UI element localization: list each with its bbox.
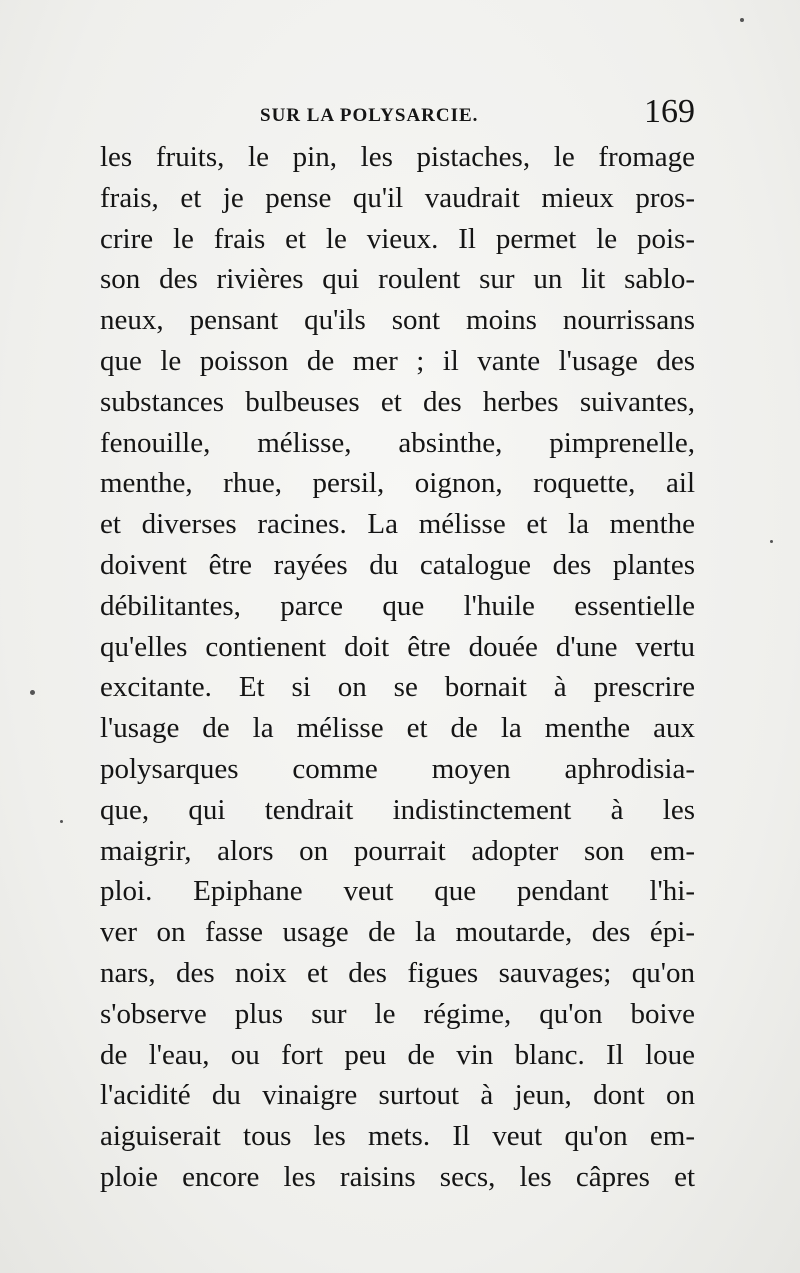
body-text xyxy=(100,137,695,1198)
text-line: substances bulbeuses et des herbes suivantes, xyxy=(100,385,695,418)
text-line: s'observe plus sur le régime, qu'on boive xyxy=(100,997,695,1030)
text-line: fenouille, mélisse, absinthe, pimprenelle, xyxy=(100,426,695,459)
text-line: et diverses racines. La mélisse et la menthe xyxy=(100,508,695,541)
text-line: débilitantes, parce que l'huile essentielle xyxy=(100,589,695,622)
text-line: son des rivières qui roulent sur un lit sablo- xyxy=(100,263,695,296)
text-line: ploie encore les raisins secs, les câpres et xyxy=(100,1160,695,1193)
text-line: ver on fasse usage de la moutarde, des épi- xyxy=(100,916,695,949)
text-line: neux, pensant qu'ils sont moins nourrissans xyxy=(100,304,695,337)
text-line: nars, des noix et des figues sauvages; qu'on xyxy=(100,956,695,989)
text-line: doivent être rayées du catalogue des plantes xyxy=(100,548,695,581)
text-line: aiguiserait tous les mets. Il veut qu'on em- xyxy=(100,1120,695,1153)
text-line: menthe, rhue, persil, oignon, roquette, ail xyxy=(100,467,695,500)
text-line: frais, et je pense qu'il vaudrait mieux pros- xyxy=(100,181,695,214)
text-line: maigrir, alors on pourrait adopter son em- xyxy=(100,834,695,867)
print-speck xyxy=(30,690,35,695)
text-line: que, qui tendrait indistinctement à les xyxy=(100,793,695,826)
text-line: que le poisson de mer ; il vante l'usage des xyxy=(100,344,695,377)
text-line: de l'eau, ou fort peu de vin blanc. Il loue xyxy=(100,1038,695,1071)
text-line: ploi. Epiphane veut que pendant l'hi- xyxy=(100,875,695,908)
text-line: excitante. Et si on se bornait à prescrire xyxy=(100,671,695,704)
text-line: l'usage de la mélisse et de la menthe aux xyxy=(100,712,695,745)
text-line: polysarques comme moyen aphrodisia- xyxy=(100,752,695,785)
page-header xyxy=(100,93,695,133)
print-speck xyxy=(770,540,773,543)
text-line: crire le frais et le vieux. Il permet le pois- xyxy=(100,222,695,255)
page-number: 169 xyxy=(644,93,695,130)
print-speck xyxy=(60,820,63,823)
text-line: l'acidité du vinaigre surtout à jeun, dont on xyxy=(100,1079,695,1112)
running-title: SUR LA POLYSARCIE. xyxy=(260,105,479,126)
print-speck xyxy=(740,18,744,22)
text-line: qu'elles contienent doit être douée d'une vertu xyxy=(100,630,695,663)
text-line: les fruits, le pin, les pistaches, le fromage xyxy=(100,141,695,173)
